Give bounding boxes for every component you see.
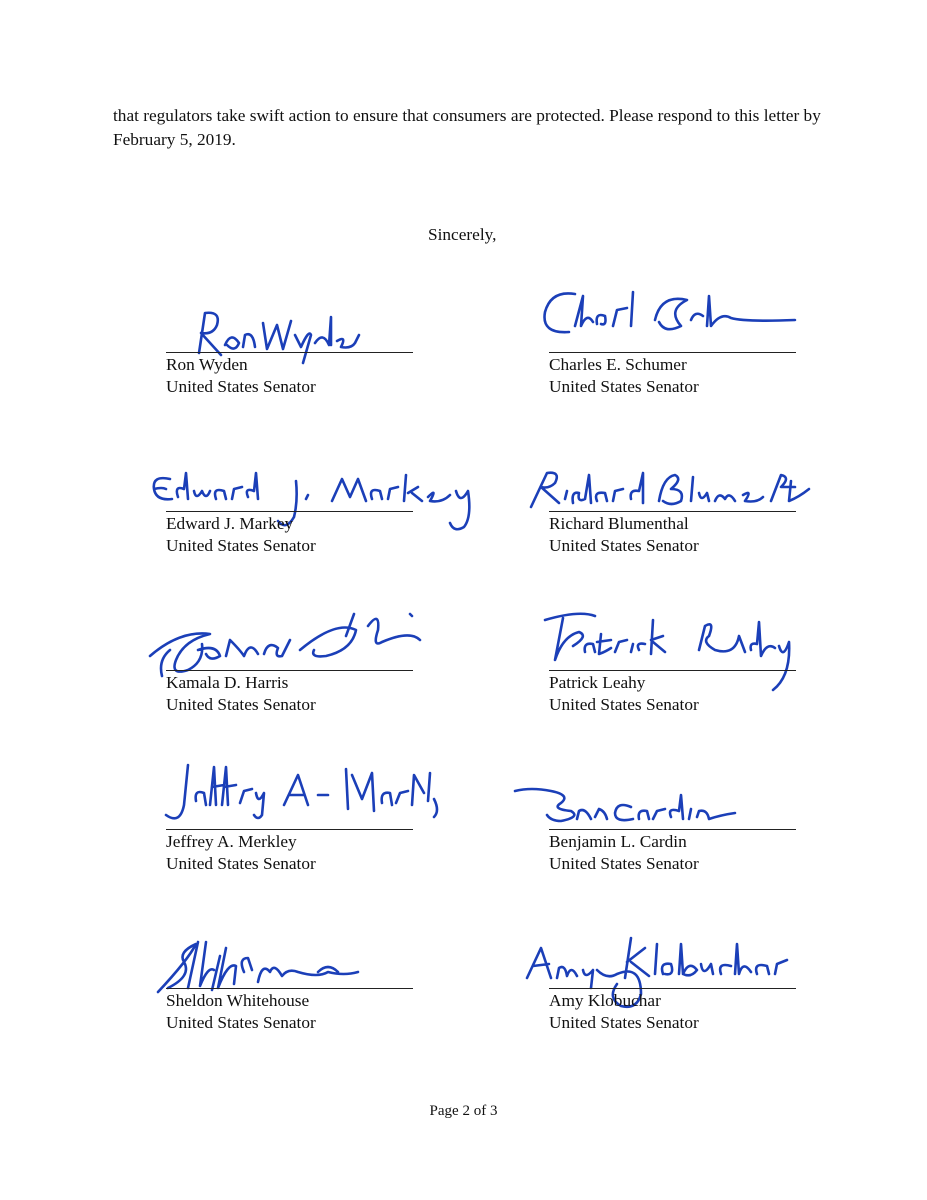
signatory-title: United States Senator [549, 854, 699, 873]
signature-line [549, 988, 796, 989]
signatory-title: United States Senator [549, 536, 699, 555]
signatory-name: Patrick Leahy [549, 673, 646, 692]
signatory-title: United States Senator [166, 695, 316, 714]
signature-block [166, 936, 416, 1036]
signatory-name: Benjamin L. Cardin [549, 832, 687, 851]
signatory-title: United States Senator [166, 1013, 316, 1032]
signatory-name: Sheldon Whitehouse [166, 991, 310, 1010]
signatory-name: Amy Klobuchar [549, 991, 661, 1010]
signature-line [549, 511, 796, 512]
signatory-name: Edward J. Markey [166, 514, 294, 533]
signature-line [166, 988, 413, 989]
signature-image [511, 781, 741, 831]
signatory-title: United States Senator [166, 536, 316, 555]
signatory-title: United States Senator [166, 854, 316, 873]
signature-line [166, 829, 413, 830]
signatory-name: Kamala D. Harris [166, 673, 289, 692]
signature-block [549, 936, 799, 1036]
signature-line [549, 670, 796, 671]
signatory-title: United States Senator [549, 377, 699, 396]
signature-block [549, 459, 799, 559]
signature-line [166, 511, 413, 512]
signatory-name: Ron Wyden [166, 355, 248, 374]
signature-line [549, 829, 796, 830]
signature-image [535, 282, 805, 352]
signature-block [166, 300, 416, 400]
signatory-name: Richard Blumenthal [549, 514, 689, 533]
signature-block [549, 300, 799, 400]
signatory-title: United States Senator [166, 377, 316, 396]
signature-block [166, 777, 416, 877]
closing-salutation: Sincerely, [428, 225, 497, 244]
signature-block [549, 777, 799, 877]
letter-body-text: that regulators take swift action to ensure that consumers are protected. Please respond to this letter by February 5, 2019. [113, 106, 821, 149]
signature-block [549, 618, 799, 718]
signatory-title: United States Senator [549, 1013, 699, 1032]
signature-line [549, 352, 796, 353]
signature-block [166, 459, 416, 559]
signatory-title: United States Senator [549, 695, 699, 714]
signatory-name: Charles E. Schumer [549, 355, 687, 374]
signature-line [166, 352, 413, 353]
signature-block [166, 618, 416, 718]
page-number: Page 2 of 3 [429, 1103, 498, 1119]
signature-line [166, 670, 413, 671]
signatory-name: Jeffrey A. Merkley [166, 832, 297, 851]
